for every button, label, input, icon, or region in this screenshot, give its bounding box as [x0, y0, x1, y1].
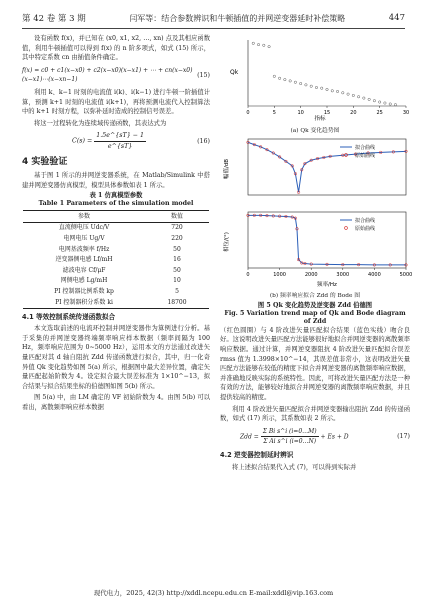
data-point	[294, 81, 296, 83]
axis-label-y: 相位/(°)	[224, 232, 230, 253]
equation-number: (15)	[197, 71, 210, 79]
table-cell: 直流侧电压 Udc/V	[58, 224, 110, 232]
tick-label: 3000	[336, 272, 350, 279]
data-point	[252, 42, 254, 44]
data-point	[268, 45, 270, 47]
table-header-cell: 数值	[170, 212, 183, 220]
equation-denominator: e^{sT}	[107, 142, 133, 150]
subsection-heading: 4.2 逆变器控制延时辨识	[220, 450, 294, 459]
qk-trend-chart	[220, 34, 410, 126]
table-cell: PI 控制器积分系数 ki	[55, 298, 113, 306]
equation-15	[22, 66, 210, 85]
table-cell: 逆变器侧电感 Lf/mH	[55, 256, 113, 264]
table-row	[23, 255, 209, 266]
data-point	[315, 86, 317, 88]
table-cell: 10	[173, 277, 181, 285]
tick-label: 30	[402, 110, 410, 116]
running-header	[22, 10, 405, 29]
data-point	[384, 102, 386, 104]
section-heading: 4 实验验证	[22, 156, 68, 167]
table-row	[23, 286, 209, 297]
figure-caption-en: Fig. 5 Variation trend map of Qk and Bode diagram	[224, 309, 406, 317]
equation-numerator: 1.5e^{sT} − 1	[94, 131, 146, 142]
data-point	[305, 84, 307, 86]
paragraph: 将这一过程转化为连续域传递函数，其表达式为	[34, 119, 167, 127]
legend	[340, 144, 375, 159]
data-point	[368, 98, 370, 100]
left-column	[22, 34, 210, 415]
equation-body: f(x) = c0 + c1(x−x0) + c2(x−x0)(x−x1) + ⋯ + cn(x−x0)(x−x1)⋯(x−xn−1)	[22, 66, 193, 84]
equation-16	[22, 131, 210, 151]
axis-label-x: 频率/Hz	[317, 282, 337, 289]
tick-label: 5000	[399, 272, 413, 279]
data-point	[389, 103, 391, 105]
data-point	[331, 90, 333, 92]
equation-rhs: + Es + D	[320, 433, 349, 441]
legend-fit: 拟合曲线	[355, 218, 376, 225]
equation-number: (16)	[197, 137, 210, 145]
table-row	[23, 222, 209, 233]
paragraph: （红色圆圈）与 4 阶改进矢量匹配拟合结果（蓝色实线）吻合良好。这说明改进矢量匹配方法能够很好地拟合并网逆变器的离散频率响应数据。通过计算，并网逆变器阻抗 4 阶改进矢量匹配拟合误差 rmss 值为 1.3998×10^−14，其误差值非常小，这表明改进矢量匹配方法能够在较低的精度下拟合并网逆变器的离散频率响应数据，并准确地反映实际的系统特性。因此，可将改进矢量匹配方法是一种有效的方法，能够较好地拟合并网逆变器的离散频率响应数据，并且提供较高的精度。	[220, 326, 410, 401]
equation-fraction	[261, 427, 319, 447]
data-point	[394, 103, 396, 105]
tick-label: 0	[246, 110, 250, 116]
table-cell: 5	[175, 287, 179, 295]
axis-label-y: 幅值/dB	[224, 158, 230, 179]
equation-lhs: C(s) =	[72, 137, 93, 145]
paragraph: 利用 k、k−1 时刻的电流值 i(k)、i(k−1) 进行牛顿一阶插值计算，预测 k+1 时刻的电流值 i(k+1)，再将预测电流代入控制算法中的 k+1 时刻方程，以弥补延时造成的控制信号误差。	[22, 88, 210, 116]
table-header-row	[23, 211, 209, 223]
legend-orig: 原始曲线	[355, 226, 376, 233]
data-point	[326, 88, 328, 90]
figure-caption-cn: 图 5 Qk 变化趋势及逆变器 Zdd 伯德图	[257, 301, 373, 309]
data-point	[289, 80, 291, 82]
equation-lhs: Zdd =	[240, 433, 259, 441]
data-point	[352, 94, 354, 96]
table-row	[23, 244, 209, 255]
header-page-number: 447	[388, 13, 405, 23]
table-cell: 18700	[167, 298, 187, 306]
subsection-heading: 4.1 等效控制系统传递函数拟合	[22, 312, 116, 321]
table-cell: 720	[171, 224, 183, 232]
subfigure-caption: (b) 频率响应拟合 Zdd 的 Bode 图	[269, 292, 361, 299]
table-row	[23, 234, 209, 245]
fit-curve	[248, 142, 406, 192]
table-cell: 50	[173, 245, 181, 253]
equation-numerator: Σ Bi s^i (i=0…M)	[261, 427, 319, 438]
table-header-cell: 参数	[77, 212, 90, 220]
tick-label: 5	[272, 110, 276, 116]
table-cell: 网侧电感 Lg/mH	[60, 277, 108, 285]
data-point	[273, 75, 275, 77]
magnitude-chart	[220, 135, 410, 205]
right-column	[220, 34, 413, 474]
table-cell: PI 控制器比例系数 kp	[54, 287, 114, 295]
data-point	[257, 43, 259, 45]
legend-orig: 原始曲线	[355, 152, 376, 159]
data-point	[263, 44, 265, 46]
axis-label-y: Qk	[230, 69, 239, 76]
data-point	[357, 96, 359, 98]
table-cell: 电网基波频率 f/Hz	[58, 245, 110, 253]
data-point	[284, 78, 286, 80]
equation-17	[220, 427, 410, 447]
paragraph: 本文选取前述的电流环控制并网逆变器作为算例进行分析。基于采集的并网逆变器终端频率响应样本数据（频率间隔为 100 Hz，频率响应范围为 0~5000 Hz），运用本文的方法通过改进矢量匹配对其 d 轴自阻抗 Zdd 传递函数进行拟合，其中，归一化奇异值 Qk 变化趋势如图 5(a) 所示，根据图中最大差异位置，确定矢量匹配起始阶数为 4。设定拟合最大误差标准为 1×10^−13，拟合结果与拟合结果坐标的伯德图如图 5(b) 所示。	[22, 325, 210, 390]
data-point	[321, 87, 323, 89]
phase-chart	[220, 208, 413, 290]
data-point	[342, 92, 344, 94]
table-row	[23, 265, 209, 276]
header-title: 闫军等：结合参数辨识和牛顿插值的并网逆变器延时补偿策略	[129, 13, 346, 23]
tick-label: 4000	[368, 272, 381, 279]
equation-fraction	[94, 131, 146, 151]
table-cell: 16	[173, 256, 181, 264]
paragraph: 利用 4 阶改进矢量匹配拟合并网逆变器输出阻抗 Zdd 的传递函数，如式 (17) 所示，其系数如表 2 所示。	[220, 405, 410, 423]
equation-denominator: Σ Ai s^i (i=0…N)	[263, 438, 317, 446]
figure-5	[220, 34, 413, 326]
page-footer: 现代电力，2025, 42(3) http://xddl.ncepu.edu.cn E-mail:xddl@vip.163.com	[93, 589, 334, 597]
paragraph: 将上述拟合结果代入式 (7)，可以得到实际并	[232, 463, 357, 471]
data-point	[363, 97, 365, 99]
data-point	[310, 85, 312, 87]
data-point	[299, 82, 301, 84]
table-title-en: Table 1 Parameters of the simulation model	[38, 200, 194, 208]
header-issue: 第 42 卷 第 3 期	[22, 14, 86, 24]
table-row	[23, 276, 209, 287]
tick-label: 1000	[273, 272, 286, 279]
tick-label: 10	[297, 110, 304, 116]
tick-label: 15	[323, 110, 331, 116]
figure-caption-en: of Zdd	[303, 317, 327, 325]
paragraph: 图 5(a) 中，由 LM 确定的 VF 初始阶数为 4。由图 5(b) 可以看出，离散频率响应样本数据	[22, 394, 210, 411]
tick-label: 25	[376, 110, 383, 116]
table-cell: 220	[171, 235, 183, 242]
table-cell: 滤波电容 Cf/μF	[62, 266, 106, 274]
table-cell: 50	[173, 266, 181, 274]
legend	[340, 217, 375, 232]
table-row	[23, 297, 209, 308]
equation-number: (17)	[397, 433, 410, 441]
fit-curve	[248, 216, 406, 266]
data-point	[336, 90, 338, 92]
subfigure-caption: (a) Qk 变化趋势图	[290, 127, 340, 134]
data-point	[347, 93, 349, 95]
tick-label: 0	[246, 272, 250, 279]
axis-label-x: 指标	[314, 116, 326, 122]
data-point	[378, 101, 380, 103]
table-title-cn: 表 1 仿真模型参数	[89, 192, 143, 200]
paragraph: 设有函数 f(x)，并已知在 (x0, x1, x2, …, xn) 点及其相应函数值，利用牛顿插值可以得到 f(x) 的 n 阶多项式，如式 (15) 所示，其中特定系数 cn 由插值条件确定。	[22, 35, 210, 62]
data-point	[278, 77, 280, 79]
parameter-table	[23, 210, 209, 308]
tick-label: 2000	[304, 272, 318, 279]
table-cell: 电网电压 Ug/V	[63, 235, 105, 242]
legend-fit: 拟合曲线	[355, 144, 376, 151]
data-point	[373, 100, 375, 102]
paragraph: 基于图 1 所示的并网逆变器系统，在 Matlab/Simulink 中搭建并网逆变器仿真模型，模型具体参数如表 1 所示。	[22, 172, 210, 189]
tick-label: 20	[350, 110, 357, 116]
